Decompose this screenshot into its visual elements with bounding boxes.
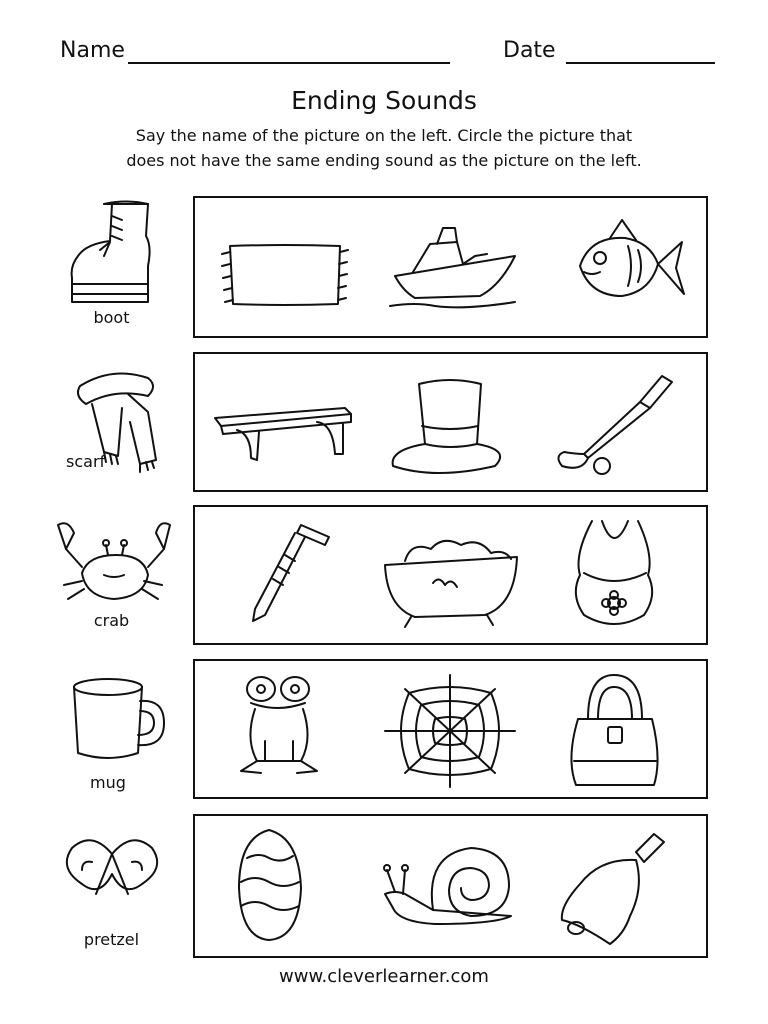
reference-label: crab bbox=[93, 611, 130, 630]
reference-label: boot bbox=[93, 308, 130, 327]
reference-picture-boot bbox=[44, 196, 179, 336]
name-label: Name bbox=[60, 38, 125, 63]
bell-icon bbox=[540, 824, 690, 946]
shelf-icon bbox=[205, 362, 355, 484]
instructions bbox=[84, 123, 684, 173]
header bbox=[60, 38, 720, 70]
bag-icon bbox=[540, 669, 690, 791]
mug-icon bbox=[52, 659, 170, 771]
option-bell[interactable] bbox=[540, 824, 690, 946]
options-box bbox=[193, 196, 708, 338]
option-frog[interactable] bbox=[205, 669, 355, 791]
web-icon bbox=[375, 669, 525, 791]
reference-picture-mug bbox=[44, 659, 179, 799]
option-bag[interactable] bbox=[540, 669, 690, 791]
reference-label: scarf bbox=[66, 452, 106, 471]
option-web[interactable] bbox=[375, 669, 525, 791]
option-snail[interactable] bbox=[375, 824, 525, 946]
instructions-line-2: does not have the same ending sound as the picture on the left. bbox=[126, 151, 642, 170]
frog-icon bbox=[205, 669, 355, 791]
reference-picture-pretzel bbox=[44, 814, 179, 954]
options-box bbox=[193, 505, 708, 645]
options-box bbox=[193, 659, 708, 799]
bib-icon bbox=[540, 515, 690, 637]
crab-icon bbox=[52, 505, 170, 617]
hat-icon bbox=[375, 362, 525, 484]
nail-icon bbox=[205, 515, 355, 637]
reference-label: mug bbox=[90, 773, 126, 792]
snail-icon bbox=[375, 824, 525, 946]
name-field[interactable] bbox=[128, 62, 450, 64]
option-shelf[interactable] bbox=[205, 362, 355, 484]
option-bib[interactable] bbox=[540, 515, 690, 637]
options-box bbox=[193, 352, 708, 492]
boat-icon bbox=[375, 206, 525, 328]
footer-website: www.cleverlearner.com bbox=[279, 966, 489, 987]
date-field[interactable] bbox=[566, 62, 715, 64]
scarf-icon bbox=[52, 352, 170, 464]
option-boat[interactable] bbox=[375, 206, 525, 328]
option-golf-club[interactable] bbox=[540, 362, 690, 484]
option-egg[interactable] bbox=[205, 824, 355, 946]
option-rug[interactable] bbox=[205, 206, 355, 328]
date-label: Date bbox=[503, 38, 556, 63]
reference-label: pretzel bbox=[83, 930, 140, 949]
reference-picture-scarf bbox=[44, 352, 179, 492]
option-nail[interactable] bbox=[205, 515, 355, 637]
page-title: Ending Sounds bbox=[291, 86, 477, 115]
option-fish[interactable] bbox=[540, 206, 690, 328]
rug-icon bbox=[205, 206, 355, 328]
egg-icon bbox=[205, 824, 355, 946]
options-box bbox=[193, 814, 708, 958]
pretzel-icon bbox=[52, 814, 170, 926]
option-hat[interactable] bbox=[375, 362, 525, 484]
fish-icon bbox=[540, 206, 690, 328]
tub-icon bbox=[375, 515, 525, 637]
boot-icon bbox=[52, 196, 170, 308]
option-tub[interactable] bbox=[375, 515, 525, 637]
instructions-line-1: Say the name of the picture on the left. Circle the picture that bbox=[135, 126, 633, 145]
reference-picture-crab bbox=[44, 505, 179, 645]
golf-club-icon bbox=[540, 362, 690, 484]
